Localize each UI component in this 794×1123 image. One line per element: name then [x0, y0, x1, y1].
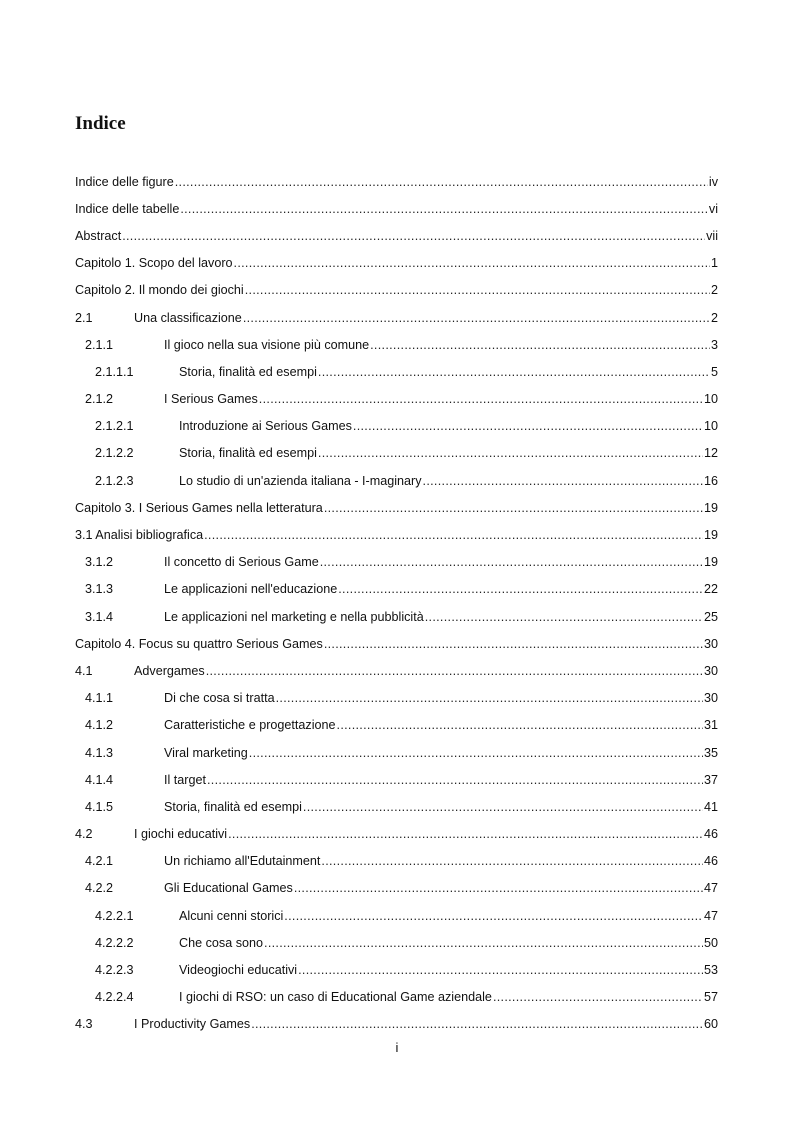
toc-dot-leader [493, 990, 703, 1004]
toc-entry-label: Lo studio di un'azienda italiana - I-maginary [179, 473, 422, 488]
toc-entry-page: 1 [710, 256, 718, 271]
toc-entry-page: 25 [703, 609, 718, 624]
toc-entry-label: I Productivity Games [134, 1017, 251, 1032]
toc-entry-label: I giochi educativi [134, 827, 228, 842]
toc-dot-leader [425, 610, 703, 624]
toc-entry-number: 4.1 [75, 663, 93, 678]
toc-dot-leader [259, 392, 703, 406]
toc-entry-page: 30 [703, 636, 718, 651]
toc-entry[interactable] [75, 413, 718, 440]
toc-entry-page: iv [708, 174, 718, 189]
toc-entry-number: 4.1.2 [85, 718, 114, 733]
toc-entry-page: 3 [710, 337, 718, 352]
toc-entry-page: 53 [703, 963, 718, 978]
toc-entry-page: 10 [703, 419, 718, 434]
toc-dot-leader [276, 691, 703, 705]
toc-dot-leader [284, 909, 703, 923]
toc-entry[interactable] [75, 494, 718, 521]
toc-dot-leader [243, 311, 710, 325]
toc-entry-page: 46 [703, 854, 718, 869]
toc-entry[interactable] [75, 250, 718, 277]
toc-entry-label: Storia, finalità ed esempi [164, 799, 302, 814]
toc-entry-label: Capitolo 1. Scopo del lavoro [75, 256, 233, 271]
toc-entry[interactable] [75, 521, 718, 548]
toc-dot-leader [303, 800, 703, 814]
toc-entry-label: Le applicazioni nel marketing e nella pubblicità [164, 609, 424, 624]
toc-entry-label: Indice delle figure [75, 174, 174, 189]
toc-entry-label: Abstract [75, 228, 122, 243]
toc-entry-label: Viral marketing [164, 745, 248, 760]
toc-entry[interactable] [75, 630, 718, 657]
toc-entry-label: Il gioco nella sua visione più comune [164, 337, 370, 352]
toc-entry-label: Storia, finalità ed esempi [179, 364, 317, 379]
toc-entry[interactable] [75, 821, 718, 848]
toc-entry-label: Videogiochi educativi [179, 963, 298, 978]
toc-entry-number: 3.1.2 [85, 555, 114, 570]
toc-entry[interactable] [75, 848, 718, 875]
toc-entry[interactable] [75, 195, 718, 222]
toc-entry-page: 37 [703, 772, 718, 787]
toc-entry[interactable] [75, 712, 718, 739]
toc-entry-page: 57 [703, 990, 718, 1005]
toc-entry-label: Di che cosa si tratta [164, 691, 275, 706]
toc-entry-number: 4.1.3 [85, 745, 114, 760]
toc-entry[interactable] [75, 739, 718, 766]
toc-entry[interactable] [75, 386, 718, 413]
toc-entry[interactable] [75, 956, 718, 983]
toc-entry-number: 4.2.2 [85, 881, 114, 896]
toc-entry[interactable] [75, 358, 718, 385]
toc-entry-number: 2.1.1.1 [95, 364, 134, 379]
toc-dot-leader [338, 582, 703, 596]
toc-entry-page: 19 [703, 528, 718, 543]
toc-entry[interactable] [75, 766, 718, 793]
toc-entry-number: 2.1.1 [85, 337, 114, 352]
toc-entry-label: Che cosa sono [179, 935, 264, 950]
toc-entry[interactable] [75, 793, 718, 820]
toc-entry-page: 47 [703, 908, 718, 923]
toc-entry-number: 3.1.4 [85, 609, 114, 624]
toc-entry[interactable] [75, 277, 718, 304]
toc-dot-leader [264, 936, 703, 950]
toc-dot-leader [353, 419, 703, 433]
toc-dot-leader [321, 854, 703, 868]
toc-entry-page: 31 [703, 718, 718, 733]
toc-dot-leader [234, 256, 710, 270]
toc-entry-page: 2 [710, 283, 718, 298]
toc-entry[interactable] [75, 984, 718, 1011]
toc-entry[interactable] [75, 222, 718, 249]
toc-dot-leader [324, 637, 703, 651]
toc-entry-number: 4.1.1 [85, 691, 114, 706]
toc-entry-page: 5 [710, 364, 718, 379]
toc-entry-page: 35 [703, 745, 718, 760]
table-of-contents [75, 168, 718, 1038]
toc-dot-leader [180, 202, 708, 216]
toc-entry-label: Caratteristiche e progettazione [164, 718, 336, 733]
toc-dot-leader [204, 528, 703, 542]
toc-entry-page: 19 [703, 500, 718, 515]
toc-entry-page: 60 [703, 1017, 718, 1032]
toc-entry[interactable] [75, 549, 718, 576]
toc-entry-label: Il concetto di Serious Game [164, 555, 319, 570]
toc-entry-label: Una classificazione [134, 310, 242, 325]
toc-entry-label: I Serious Games [164, 392, 258, 407]
toc-dot-leader [206, 664, 703, 678]
toc-entry[interactable] [75, 685, 718, 712]
toc-entry-page: 30 [703, 663, 718, 678]
toc-entry-page: 41 [703, 799, 718, 814]
toc-entry-label: Capitolo 2. Il mondo dei giochi [75, 283, 244, 298]
toc-entry-label: Il target [164, 772, 206, 787]
toc-entry-label: Un richiamo all'Edutainment [164, 854, 321, 869]
toc-entry-page: vii [706, 228, 718, 243]
toc-entry[interactable] [75, 929, 718, 956]
toc-dot-leader [251, 1017, 703, 1031]
toc-dot-leader [175, 175, 708, 189]
toc-entry-page: 12 [703, 446, 718, 461]
toc-entry-number: 2.1.2.2 [95, 446, 134, 461]
toc-entry[interactable] [75, 576, 718, 603]
toc-entry-label: Gli Educational Games [164, 881, 293, 896]
toc-entry-number: 4.2.1 [85, 854, 114, 869]
toc-entry-label: Alcuni cenni storici [179, 908, 284, 923]
toc-entry[interactable] [75, 603, 718, 630]
toc-entry-number: 4.2.2.1 [95, 908, 134, 923]
toc-entry-page: 47 [703, 881, 718, 896]
toc-dot-leader [245, 283, 710, 297]
toc-dot-leader [423, 474, 703, 488]
toc-dot-leader [318, 365, 710, 379]
toc-entry-label: I giochi di RSO: un caso di Educational Game aziendale [179, 990, 492, 1005]
toc-dot-leader [207, 773, 703, 787]
toc-entry[interactable] [75, 1011, 718, 1038]
toc-entry-page: 2 [710, 310, 718, 325]
toc-entry-page: vi [708, 201, 718, 216]
toc-entry-number: 2.1.2 [85, 392, 114, 407]
toc-entry-label: 3.1 Analisi bibliografica [75, 528, 204, 543]
toc-dot-leader [294, 881, 703, 895]
toc-entry-page: 22 [703, 582, 718, 597]
toc-entry-page: 50 [703, 935, 718, 950]
toc-entry-label: Indice delle tabelle [75, 201, 180, 216]
toc-entry-number: 2.1 [75, 310, 93, 325]
toc-dot-leader [370, 338, 710, 352]
toc-dot-leader [298, 963, 703, 977]
toc-entry-page: 19 [703, 555, 718, 570]
toc-entry[interactable] [75, 902, 718, 929]
toc-dot-leader [318, 446, 703, 460]
toc-entry-label: Storia, finalità ed esempi [179, 446, 317, 461]
toc-entry[interactable] [75, 467, 718, 494]
toc-entry-page: 30 [703, 691, 718, 706]
toc-entry-page: 46 [703, 827, 718, 842]
toc-entry-page: 16 [703, 473, 718, 488]
toc-dot-leader [228, 827, 703, 841]
toc-dot-leader [122, 229, 705, 243]
toc-entry-number: 4.2.2.3 [95, 963, 134, 978]
toc-dot-leader [324, 501, 703, 515]
toc-entry-label: Capitolo 4. Focus su quattro Serious Games [75, 636, 323, 651]
toc-entry[interactable] [75, 168, 718, 195]
toc-entry[interactable] [75, 875, 718, 902]
toc-entry-number: 4.2.2.2 [95, 935, 134, 950]
toc-entry-number: 4.3 [75, 1017, 93, 1032]
toc-entry-label: Le applicazioni nell'educazione [164, 582, 338, 597]
page-title: Indice [75, 113, 126, 134]
toc-entry-label: Advergames [134, 663, 205, 678]
toc-dot-leader [320, 555, 703, 569]
toc-entry-number: 4.1.5 [85, 799, 114, 814]
toc-entry-number: 2.1.2.1 [95, 419, 134, 434]
toc-entry[interactable] [75, 657, 718, 684]
toc-entry-number: 2.1.2.3 [95, 473, 134, 488]
toc-entry[interactable] [75, 440, 718, 467]
toc-entry-number: 3.1.3 [85, 582, 114, 597]
toc-entry-label: Capitolo 3. I Serious Games nella letteratura [75, 500, 323, 515]
page-number: i [395, 1040, 399, 1055]
toc-dot-leader [249, 746, 703, 760]
toc-entry[interactable] [75, 304, 718, 331]
toc-entry-label: Introduzione ai Serious Games [179, 419, 352, 434]
toc-entry[interactable] [75, 331, 718, 358]
toc-dot-leader [337, 718, 703, 732]
toc-entry-number: 4.2 [75, 827, 93, 842]
toc-entry-number: 4.1.4 [85, 772, 114, 787]
toc-entry-page: 10 [703, 392, 718, 407]
toc-entry-number: 4.2.2.4 [95, 990, 134, 1005]
